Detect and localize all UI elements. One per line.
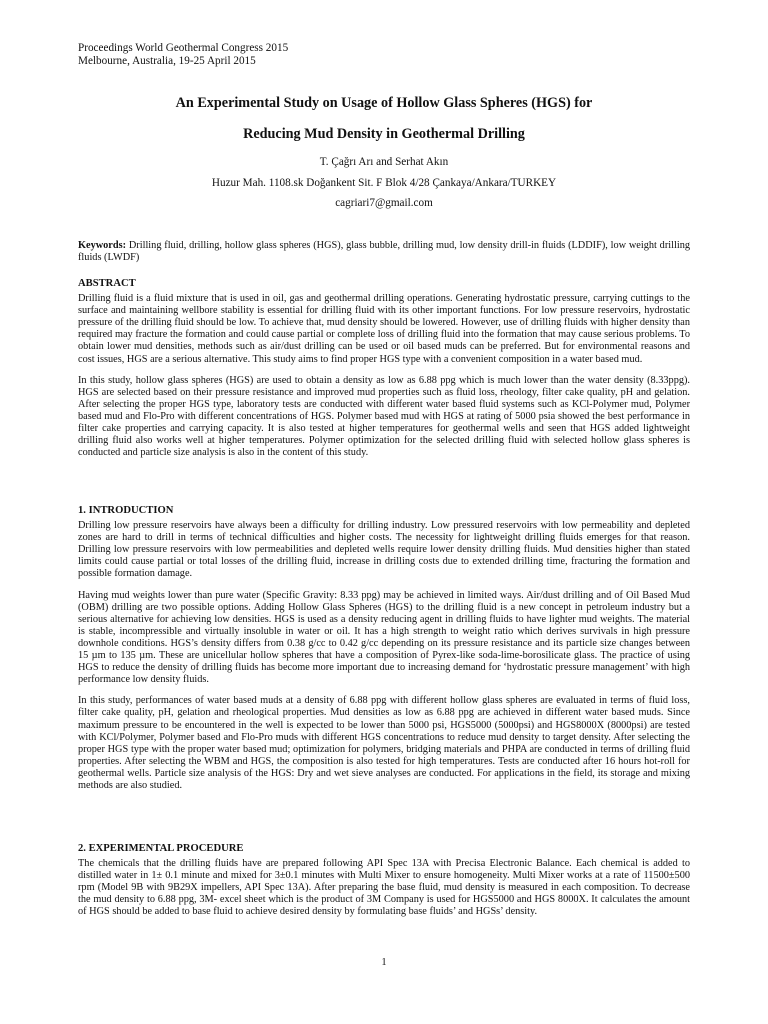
abstract-section (78, 278, 690, 468)
abstract-heading: ABSTRACT (78, 278, 136, 289)
experimental-heading: 2. EXPERIMENTAL PROCEDURE (78, 843, 244, 854)
proceedings-header (78, 42, 288, 68)
keywords (78, 240, 690, 273)
abstract-paragraph-2: In this study, hollow glass spheres (HGS) are used to obtain a density as low as 6.88 ppg which is much lower than the water density (8.33ppg). HGS are selected based on their pressure resistance and improved mud properties such as fluid loss, rheology, filter cake quality, pH and gelation. After selecting the proper HGS type, laboratory tests are conducted with different water based fluid systems such as KCl-Polymer mud, Polymer based mud and Flo-Pro with different concentrations of HGS. Polymer based mud with HGS at rating of 5000 psia showed the best performance in filter cake properties and carrying capacity. It is also tested at higher temperatures for geothermal wells and seen that HGS added lightweight drilling fluid also works well at higher temperatures. Polymer optimization for the selected drilling fluid with selected hollow glass spheres is conducted and particle size analysis is also in the content of this study. (78, 374, 690, 459)
authors: T. Çağrı Arı and Serhat Akın (319, 156, 449, 168)
page-number: 1 (381, 957, 387, 968)
introduction-section (78, 505, 690, 801)
introduction-heading: 1. INTRODUCTION (78, 505, 174, 516)
introduction-paragraph-3: In this study, performances of water based muds at a density of 6.88 ppg with different hollow glass spheres are evaluated in terms of fluid loss, filter cake quality, pH, gelation and rheological properties. Mud densities as low as 6.88 ppg are achieved in different water based muds. Since maximum pressure to be encountered in the well is expected to be lower than 5000 psi, HGS5000 (5000psi) and HGS8000X (8000psi) are tested with KCl/Polymer, Polymer based and Flo-Pro muds with different HGS concentrations to reduce mud density to target density. After selecting the proper HGS type with the proper water based mud; optimization for polymers, bridging materials and PHPA are conducted in terms of drilling fluid properties. After selecting the WBM and HGS, the composition is also tested for high temperatures. Tests are conducted after 16 hours hot-roll for geothermal wells. Particle size analysis of the HGS: Dry and wet sieve analyses are conducted. For applications in the field, its storage and mixing methods are also studied. (78, 695, 690, 791)
affiliation: Huzur Mah. 1108.sk Doğankent Sit. F Blok 4/28 Çankaya/Ankara/TURKEY (211, 177, 557, 189)
author-email: cagriari7@gmail.com (335, 197, 433, 209)
paper-title-line-1: An Experimental Study on Usage of Hollow Glass Spheres (HGS) for (175, 95, 593, 111)
paper-title-line-2: Reducing Mud Density in Geothermal Drilling (243, 126, 525, 142)
abstract-paragraph-1: Drilling fluid is a fluid mixture that is used in oil, gas and geothermal drilling operations. Generating hydrostatic pressure, carrying cuttings to the surface and maintaining wellbore stability is essential for drilling fluid with its other important functions. For low pressure reservoirs, hydrostatic pressure of the drilling fluid should be low. To achieve that, mud density should be lowered. However, use of drilling fluids with higher density than required may fracture the formation and could cause partial or complete loss of drilling fluid into the formation that may cause serious problems. To obtain lower mud densities, methods such as air/dust drilling can be used or oil based muds can be preferred. But for environmental reasons and cost issues, HGS are a serious alternative. This study aims to find proper HGS type with a convenient composition in a water based mud. (78, 293, 690, 365)
introduction-paragraph-1: Drilling low pressure reservoirs have always been a difficulty for drilling industry. Low pressured reservoirs with low permeability and depleted zones are hard to drill in terms of technical difficulties and higher costs. The necessity for lightweight drilling fluids emerges for that reason. Drilling low pressure reservoirs with low permeabilities and depleted wells require lower density drilling fluids. Mud densities higher than stated limits could cause partial or total losses of the drilling fluid, increase in drilling costs due to extended drilling time, fracturing the formation and possible formation damage. (78, 520, 690, 580)
experimental-section (78, 843, 690, 928)
introduction-paragraph-2: Having mud weights lower than pure water (Specific Gravity: 8.33 ppg) may be achieved in limited ways. Air/dust drilling and of Oil Based Mud (OBM) drilling are two possible options. Adding Hollow Glass Spheres (HGS) to the drilling fluid is a new concept in petroleum industry but a serious alternative for achieving low densities. HGS is used as a density reducing agent in drilling fluids to have lighter mud weights. The material is stable, incompressible and virtually insoluble in water or oil. It has a high strength to weight ratio which derives survivals in high pressure downhole conditions. HGS’s density differs from 0.38 g/cc to 0.42 g/cc depending on its pressure resistance and its particle size changes between 15 µm to 135 µm. These are unicellular hollow spheres that have a composition of Pyrex-like soda-lime-borosilicate glass. The practice of using HGS to reduce the density of drilling fluids has become more important due to increasing demand for ‘hydrostatic pressure management’ with high performance low density fluids. (78, 589, 690, 686)
proceedings-name: Proceedings World Geothermal Congress 2015 (78, 42, 289, 54)
keywords-text: Drilling fluid, drilling, hollow glass spheres (HGS), glass bubble, drilling mud, low density drill-in fluids (LDDIF), low weight drilling fluids (LWDF) (78, 240, 691, 264)
keywords-label: Keywords: (78, 240, 127, 251)
experimental-paragraph-1: The chemicals that the drilling fluids have are prepared following API Spec 13A with Precisa Electronic Balance. Each chemical is added to distilled water in 1± 0.1 minute and mixed for 3±0.1 minutes with Multi Mixer to ensure homogeneity. Multi Mixer works at a rate of 11500±500 rpm (Model 9B with 9B29X impellers, API Spec 13A). After preparing the base fluid, mud density is measured in each composition. To decrease the mud density to 6.88 ppg, 3M- excel sheet which is the product of 3M Company is used for HGS5000 and HGS 8000X. It calculates the amount of HGS should be added to base fluid to achieve desired density by formulating base fluids’ and HGSs’ density. (78, 858, 690, 918)
proceedings-location: Melbourne, Australia, 19-25 April 2015 (78, 55, 256, 67)
